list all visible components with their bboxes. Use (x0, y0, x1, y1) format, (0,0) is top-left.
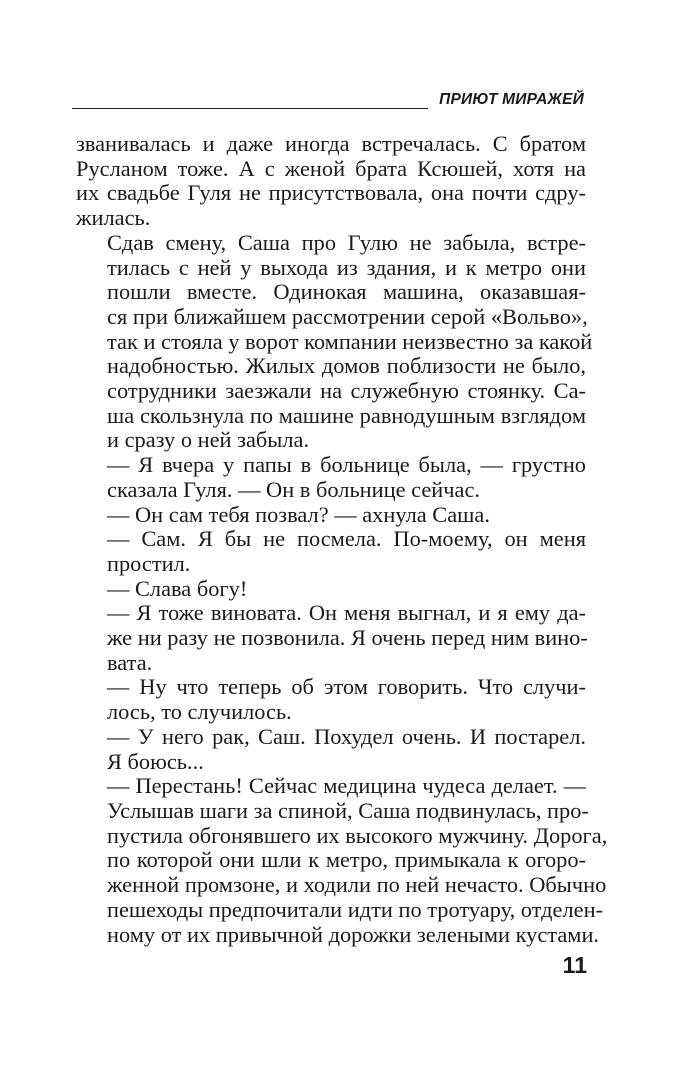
paragraph (76, 527, 586, 576)
header-rule (72, 108, 428, 109)
text-line: Сдав смену, Саша про Гулю не забыла, встре- (107, 229, 586, 255)
text-line: — Сам. Я бы не посмела. По-моему, он меня (107, 526, 586, 552)
text-line: званивалась и даже иногда встречалась. С братом (76, 131, 586, 156)
text-line: ша скользнула по машине равнодушным взглядом (107, 402, 586, 428)
paragraph (76, 503, 586, 528)
paragraph (76, 675, 586, 724)
text-line: пошли вместе. Одинокая машина, оказавшая- (107, 279, 586, 305)
paragraph (76, 132, 586, 231)
text-line: ному от их привычной дорожки зелеными кустами. (107, 921, 600, 947)
text-line: — Я тоже виновата. Он меня выгнал, и я ему да- (107, 600, 586, 626)
text-line: простил. (107, 550, 191, 576)
text-line: и сразу о ней забыла. (107, 427, 310, 453)
text-line: же ни разу не позвонила. Я очень перед ним вино- (107, 625, 588, 651)
text-line: так и стояла у ворот компании неизвестно за какой (107, 328, 593, 354)
text-line: женной промзоне, и ходили по ней нечасто. Обычно (107, 872, 607, 898)
text-line: пустила обгонявшего их высокого мужчину. Дорога, (107, 822, 608, 848)
paragraph (76, 773, 608, 947)
body-text (76, 131, 608, 947)
text-line: Услышав шаги за спиной, Саша подвинулась, про- (107, 797, 589, 823)
paragraph (76, 725, 586, 774)
running-header (72, 90, 584, 116)
paragraph (76, 453, 586, 502)
text-line: Русланом тоже. А с женой брата Ксюшей, хотя на (76, 155, 586, 181)
page-number: 11 (562, 952, 587, 978)
text-line: ся при ближайшем рассмотрении серой «Вольво», (107, 303, 588, 329)
text-line: пешеходы предпочитали идти по тротуару, отделен- (107, 896, 604, 922)
text-line: — Он сам тебя позвал? — ахнула Саша. (107, 501, 490, 527)
text-line: их свадьбе Гуля не присутствовала, она почти сдру- (76, 180, 586, 206)
paragraph (76, 577, 586, 602)
text-line: тилась с ней у выхода из здания, и к метро они (107, 254, 586, 280)
text-line: Я боюсь... (107, 748, 204, 774)
text-line: — У него рак, Саш. Похудел очень. И постарел. (107, 723, 586, 749)
text-line: — Я вчера у папы в больнице была, — грустно (107, 452, 586, 478)
text-line: сказала Гуля. — Он в больнице сейчас. (107, 476, 481, 502)
book-title: ПРИЮТ МИРАЖЕЙ (439, 91, 584, 108)
text-line: надобностью. Жилых домов поблизости не было, (107, 353, 586, 379)
text-line: по которой они шли к метро, примыкала к огоро- (107, 847, 586, 873)
paragraph (76, 601, 586, 675)
text-line: вата. (107, 649, 153, 675)
text-line: сотрудники заезжали на служебную стоянку. Са- (107, 378, 586, 404)
text-line: — Слава богу! (107, 575, 248, 601)
text-line: лось, то случилось. (107, 699, 292, 725)
text-line: жилась. (76, 205, 151, 231)
text-line: — Перестань! Сейчас медицина чудеса делает. — (107, 773, 586, 799)
paragraph (76, 229, 593, 453)
text-line: — Ну что теперь об этом говорить. Что случи- (107, 674, 586, 700)
